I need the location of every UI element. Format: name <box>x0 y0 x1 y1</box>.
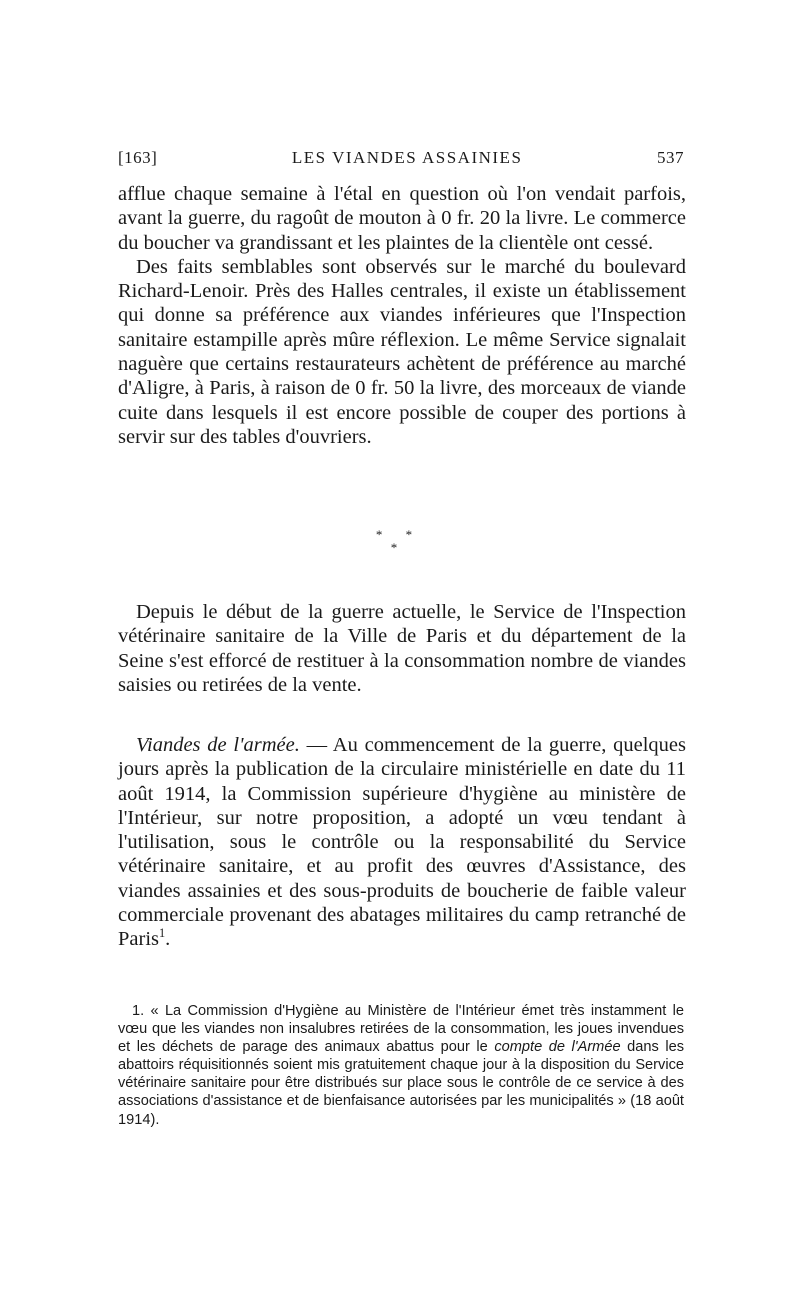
footnote-text-part1: 1. « La Commission d'Hygiène au Ministère de l'Intérieur émet très instamment le vœu que les viandes non insalubres retirées de la consommation, les joues invendues et les déchets de parage des animaux abattus pour le <box>118 1003 684 1056</box>
paragraph-richard-lenoir: Des faits semblables sont observés sur le marché du boulevard Richard-Lenoir. Près des Halles centrales, il existe un établissement qui donne sa préférence aux viandes inférieures que l'Inspection sanitaire estampille après mûre réflexion. Le même Service signalait naguère que certains restaurateurs achètent de préférence au marché d'Aligre, à Paris, à raison de 0 fr. 50 la livre, des morceaux de viande cuite dans lesquels il est encore possible de couper des portions à servir sur des tables d'ouvriers. <box>118 255 686 448</box>
paragraph-continued: afflue chaque semaine à l'étal en question où l'on vendait parfois, avant la guerre, du ragoût de mouton à 0 fr. 20 la livre. Le commerce du boucher va grandissant et les plaintes de la clientèle ont cessé. <box>118 183 686 254</box>
section-heading-viandes-armee: Viandes de l'armée. <box>136 734 300 756</box>
text-block-armee <box>118 733 686 952</box>
text-block-middle <box>118 600 686 697</box>
footnote <box>118 1002 684 1129</box>
footnote-italic: compte de l'Armée <box>494 1039 621 1056</box>
running-header <box>118 148 684 168</box>
footnote-reference[interactable]: 1 <box>159 926 166 941</box>
paragraph-viandes-armee-text: — Au commencement de la guerre, quelques jours après la publication de la circulaire ministérielle en date du 11 août 1914, la Commission supérieure d'hygiène au ministère de l'Intérieur, sur notre proposition, a adopté un vœu tendant à l'utilisation, sous le contrôle ou la responsabilité du Service vétérinaire sanitaire, et au profit des œuvres d'Assistance, des viandes assainies et des sous-produits de boucherie de faible valeur commerciale provenant des abatages militaires du camp retranché de Paris <box>118 734 686 951</box>
footnote-text-part2: dans les abattoirs réquisitionnés soient mis gratuitement chaque jour à la disposition du Service vétérinaire sanitaire pour être distribués sur place sous le contrôle de ce service à des associations d'assistance et de bienfaisance autorisées par les municipalités » (18 août 1914). <box>118 1039 684 1128</box>
page-number: 537 <box>656 148 684 167</box>
paragraph-end-punctuation: . <box>165 928 171 951</box>
running-title: LES VIANDES ASSAINIES <box>291 148 523 167</box>
section-separator: * * * <box>375 527 423 555</box>
header-left-marker: [163] <box>118 148 158 167</box>
paragraph-inspection-service: Depuis le début de la guerre actuelle, le Service de l'Inspection vétérinaire sanitaire de la Ville de Paris et du département de la Seine s'est efforcé de restituer à la consommation nombre de viandes saisies ou retirées de la vente. <box>118 601 686 696</box>
paragraph-viandes-armee <box>118 733 686 952</box>
text-block-top <box>118 182 686 449</box>
footnote-text <box>118 1002 684 1129</box>
